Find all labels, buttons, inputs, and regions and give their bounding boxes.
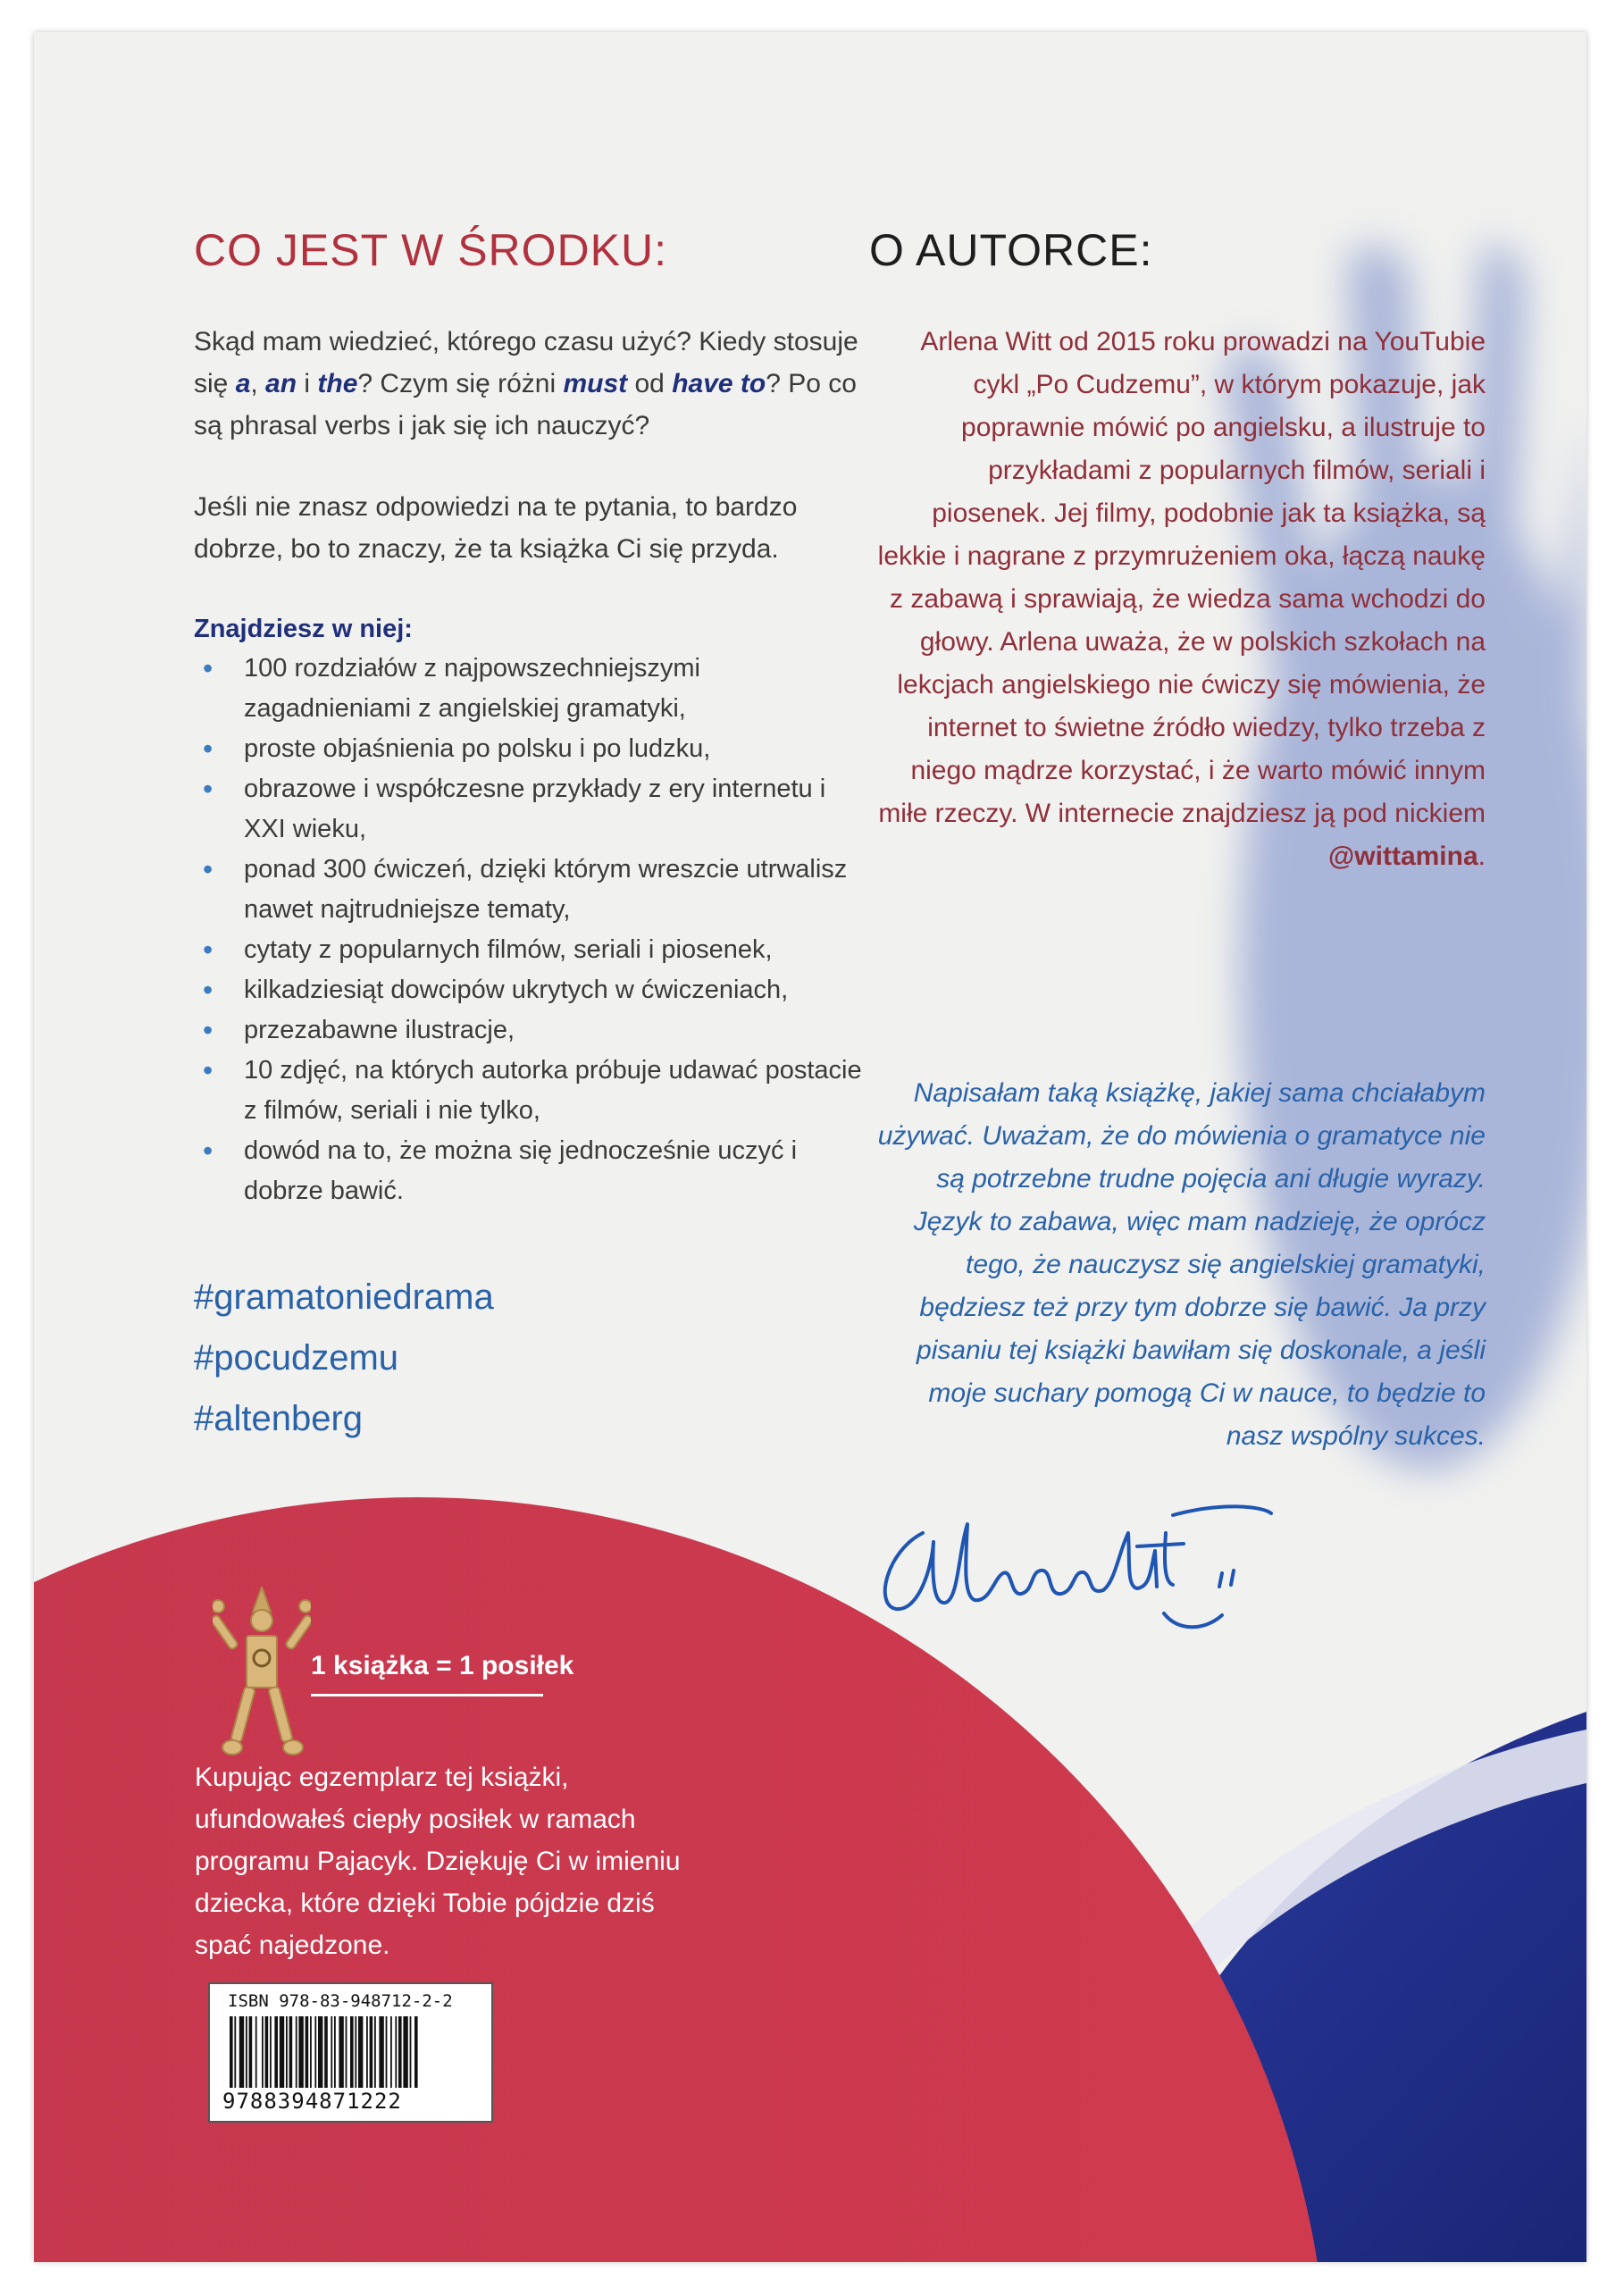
barcode-bar [324, 2016, 328, 2088]
term-have-to: have to [672, 369, 766, 398]
list-item: • ponad 300 ćwiczeń, dzięki którym wreszcie utrwalisz nawet najtrudniejsze tematy, [194, 850, 873, 930]
isbn-label: ISBN 978-83-948712-2-2 [228, 1991, 453, 2011]
barcode-bar [274, 2016, 278, 2088]
barcode-bar [355, 2016, 356, 2088]
bullet-icon: • [203, 974, 213, 1006]
hashtag-altenberg: #altenberg [194, 1399, 364, 1438]
author-bio: Arlena Witt od 2015 roku prowadzi na YouTubie cykl „Po Cudzemu”, w którym pokazuje, jak poprawnie mówić po angielsku, a ilustruje to przykładami z popularnych filmów, seriali i piosenek. Jej filmy, podobnie jak ta książka, są lekkie i nagrane z przymrużeniem oka, łączą naukę z zabawą i sprawiają, że wiedza sama wchodzi do głowy. Arlena uważa, że w polskich szkołach na lekcjach angielskiego nie ćwiczy się mówienia, że internet to świetne źródło wiedzy, tylko trzeba z niego mądrze korzystać, i że warto mówić innym miłe rzeczy. W internecie znajdziesz ją pod nickiem @wittamina. [877, 327, 1486, 871]
author-heading: O AUTORCE: [869, 225, 1153, 275]
barcode-bar [358, 2016, 363, 2088]
author-section [869, 224, 1486, 878]
barcode-bar [414, 2016, 418, 2088]
barcode-bar [410, 2016, 412, 2088]
signature-icon [869, 1497, 1316, 1649]
barcode-bar [370, 2016, 373, 2088]
bullet-icon: • [203, 1135, 213, 1167]
contents-heading: CO JEST W ŚRODKU: [194, 225, 668, 275]
barcode-bar [334, 2016, 336, 2088]
badge-underline [311, 1694, 543, 1696]
bullet-icon: • [203, 733, 213, 765]
barcode-bar [314, 2016, 316, 2088]
author-handle: @wittamina [1328, 842, 1478, 871]
barcode-bar [280, 2016, 284, 2088]
bullet-icon: • [203, 773, 213, 805]
intro-paragraph: Skąd mam wiedzieć, którego czasu użyć? Kiedy stosuje się a, an i the? Czym się różni must od have to? Po co są phrasal verbs i jak się ich nauczyć? [194, 327, 858, 440]
barcode-bar [395, 2016, 397, 2088]
barcode-bar [390, 2016, 392, 2088]
barcode-bar [298, 2016, 303, 2088]
second-paragraph: Jeśli nie znasz odpowiedzi na te pytania, to bardzo dobrze, bo to znaczy, że ta książka Ci się przyda. [194, 492, 798, 564]
bullet-icon: • [203, 1014, 213, 1046]
list-item: • przezabawne ilustracje, [194, 1010, 873, 1051]
barcode-bar [239, 2016, 244, 2088]
hashtags [194, 1267, 873, 1449]
author-quote: Napisałam taką książkę, jakiej sama chciałabym używać. Uważam, że do mówienia o gramatyce nie są potrzebne trudne pojęcia ani długie wyrazy. Język to zabawa, więc mam nadzieję, że oprócz tego, że nauczysz się angielskiej gramatyki, będziesz też przy tym dobrze się bawić. Ja przy pisaniu tej książki bawiłam się doskonale, a jeśli moje suchary pomogą Ci w nauce, to będzie to nasz wspólny sukces. [877, 1078, 1486, 1451]
bullet-icon: • [203, 934, 213, 966]
list-item: • 10 zdjęć, na których autorka próbuje udawać postacie z filmów, seriali i nie tylko, [194, 1051, 873, 1131]
barcode-digits: 9788394871222 [222, 2089, 402, 2114]
isbn-barcode [208, 1982, 493, 2123]
barcode-bar [249, 2016, 253, 2088]
list-item: • proste objaśnienia po polsku i po ludzku, [194, 729, 873, 769]
barcode-bar [379, 2016, 383, 2088]
term-a: a [235, 369, 251, 398]
term-an: an [265, 369, 297, 398]
barcode-bar [403, 2016, 407, 2088]
barcode-icon [228, 2016, 478, 2088]
barcode-bar [262, 2016, 264, 2088]
barcode-bar [289, 2016, 293, 2088]
list-item: • obrazowe i współczesne przykłady z ery internetu i XXI wieku, [194, 769, 873, 850]
barcode-bar [286, 2016, 288, 2088]
barcode-bar [366, 2016, 368, 2088]
barcode-bar [310, 2016, 312, 2088]
bullet-icon: • [203, 652, 213, 684]
barcode-bar [331, 2016, 332, 2088]
barcode-bar [386, 2016, 388, 2088]
list-item: • cytaty z popularnych filmów, seriali i piosenek, [194, 930, 873, 970]
list-item: • 100 rozdziałów z najpowszechniejszymi zagadnieniami z angielskiej gramatyki, [194, 649, 873, 729]
barcode-bar [350, 2016, 354, 2088]
charity-text: Kupując egzemplarz tej książki, ufundowałeś ciepły posiłek w ramach programu Pajacyk. Dziękuję Ci w imieniu dziecka, które dzięki Tobie pójdzie dziś spać najedzone. [195, 1763, 681, 1960]
barcode-bar [270, 2016, 272, 2088]
list-item: • dowód na to, że można się jednocześnie uczyć i dobrze bawić. [194, 1131, 873, 1211]
barcode-bar [230, 2016, 233, 2088]
hashtag-gramatoniedrama: #gramatoniedrama [194, 1278, 494, 1317]
barcode-bar [398, 2016, 402, 2088]
bullet-icon: • [203, 853, 213, 885]
barcode-bar [339, 2016, 343, 2088]
features-heading: Znajdziesz w niej: [194, 615, 413, 643]
barcode-bar [234, 2016, 236, 2088]
barcode-bar [246, 2016, 247, 2088]
hashtag-pocudzemu: #pocudzemu [194, 1338, 399, 1378]
barcode-bar [306, 2016, 309, 2088]
barcode-bar [265, 2016, 269, 2088]
term-must: must [563, 369, 628, 398]
meal-badge: 1 książka = 1 posiłek [311, 1651, 574, 1680]
wooden-puppet-icon [213, 1587, 311, 1783]
contents-section [194, 224, 873, 1449]
barcode-bar [296, 2016, 297, 2088]
barcode-bar [346, 2016, 347, 2088]
bullet-icon: • [203, 1054, 213, 1086]
list-item: • kilkadziesiąt dowcipów ukrytych w ćwiczeniach, [194, 970, 873, 1010]
barcode-bar [318, 2016, 322, 2088]
barcode-bar [374, 2016, 376, 2088]
barcode-bar [255, 2016, 257, 2088]
features-list [194, 649, 873, 1211]
back-cover [34, 32, 1586, 2262]
term-the: the [317, 369, 358, 398]
